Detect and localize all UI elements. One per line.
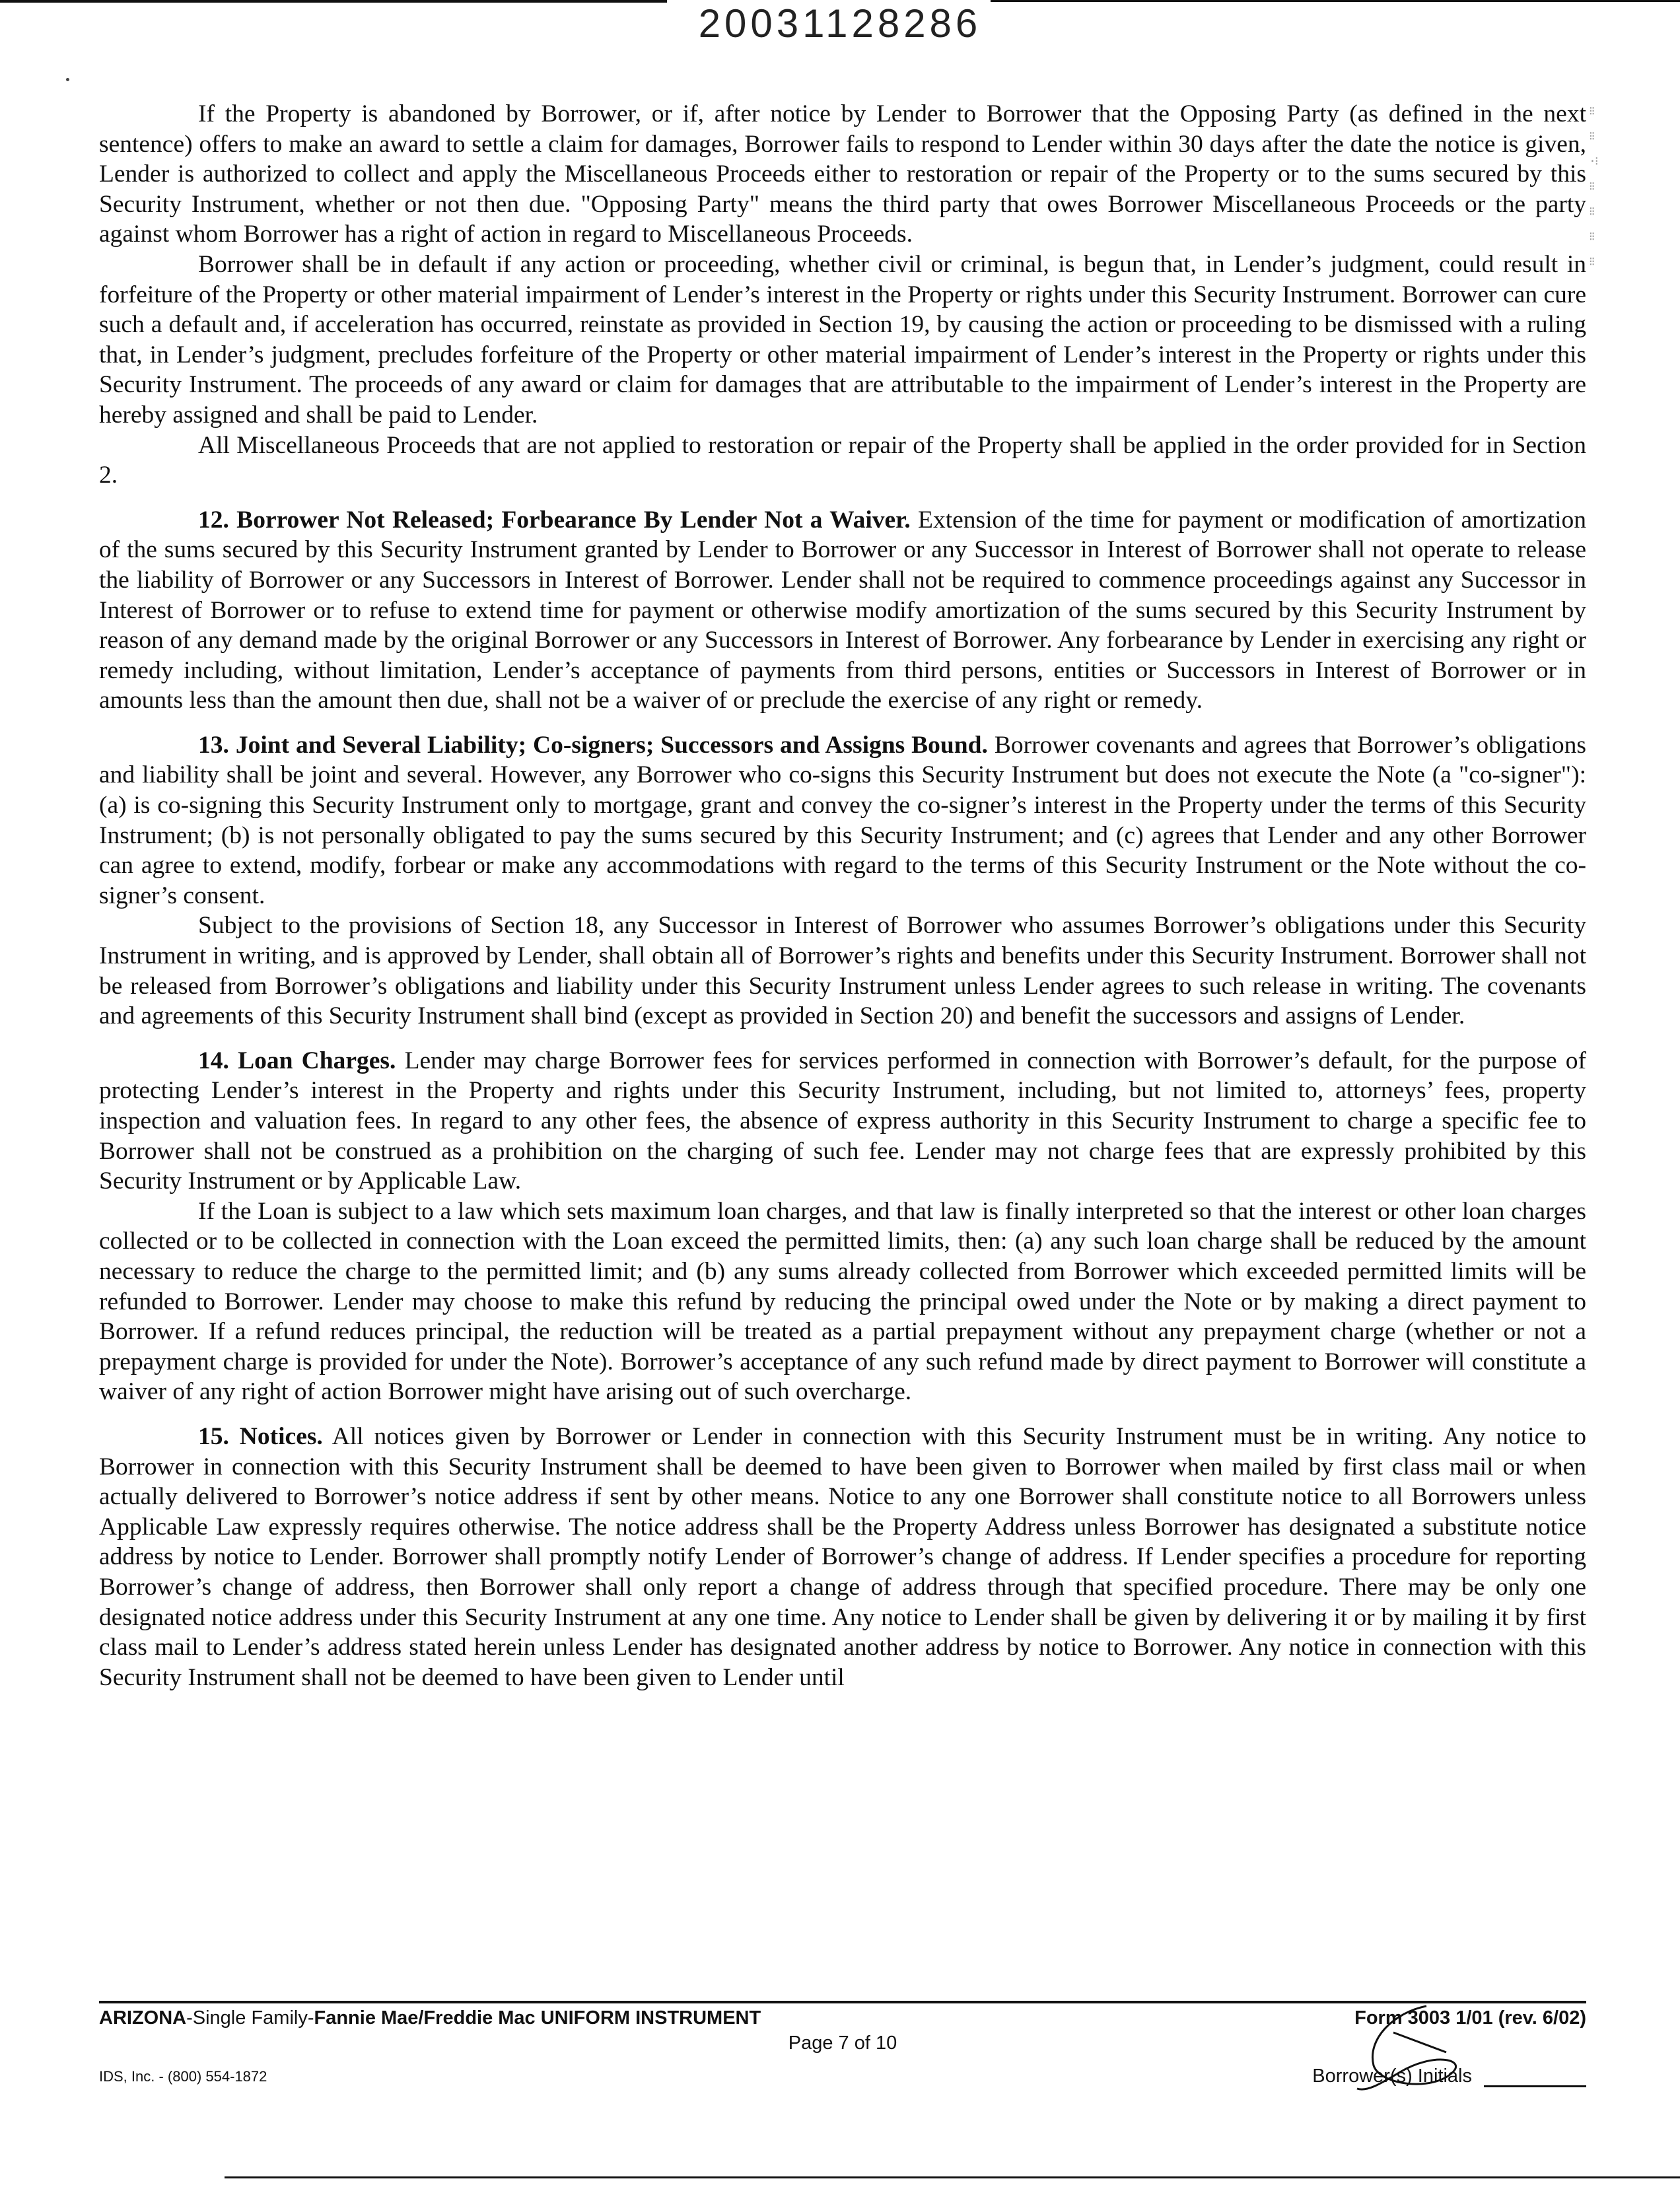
section-12 <box>99 505 1586 716</box>
section-15 <box>99 1422 1586 1692</box>
top-rule-right <box>991 0 1680 2</box>
bottom-rule <box>225 2176 1680 2178</box>
section-14 <box>99 1046 1586 1197</box>
paragraph-text: Borrower shall be in default if any action or proceeding, whether civil or criminal, is begun that, in Lender’s judgment, could result in forfeiture of the Property or other material impairment of Lender’s interest in the Property or rights under this Security Instrument. Borrower can cure such a default and, if acceleration has occurred, reinstate as provided in Section 19, by causing the action or proceeding to be dismissed with a ruling that, in Lender’s judgment, precludes forfeiture of the Property or other material impairment of Lender’s interest in the Property or rights under this Security Instrument. The proceeds of any award or claim for damages that are attributable to the impairment of Lender’s interest in the Property are hereby assigned and shall be paid to Lender. <box>99 250 1586 429</box>
instrument-name: Fannie Mae/Freddie Mac UNIFORM INSTRUMENT <box>314 2007 761 2029</box>
property-type: -Single Family- <box>186 2007 314 2029</box>
paragraph-text: All notices given by Borrower or Lender in connection with this Security Instrument must be in writing. Any notice to Borrower in connection with this Security Instrument shall be deemed to have been given to Borrower when mailed by first class mail or when actually delivered to Borrower’s notice address if sent by other means. Notice to any one Borrower shall constitute notice to all Borrowers unless Applicable Law expressly requires otherwise. The notice address shall be the Property Address unless Borrower has designated a substitute notice address by notice to Lender. Borrower shall promptly notify Lender of Borrower’s change of address. If Lender specifies a procedure for reporting Borrower’s change of address, then Borrower shall only report a change of address through that specified procedure. There may be only one designated notice address under this Security Instrument at any one time. Any notice to Lender shall be given by delivering it or by mailing it by first class mail to Lender’s address stated herein unless Lender has designated another address by notice to Borrower. Any notice in connection with this Security Instrument shall not be deemed to have been given to Lender until <box>99 1422 1586 1691</box>
initials-label: Borrower(s) Initials <box>1312 2066 1472 2087</box>
instrument-title <box>99 2007 761 2029</box>
state-label: ARIZONA <box>99 2007 187 2029</box>
document-body <box>99 99 1586 1692</box>
section-heading: 15. Notices. <box>198 1422 323 1450</box>
section-13 <box>99 730 1586 911</box>
paragraph-text: Lender may charge Borrower fees for services performed in connection with Borrower’s default, for the purpose of protecting Lender’s interest in the Property and rights under this Security Instrument, including, but not limited to, attorneys’ fees, property inspection and valuation fees. In regard to any other fees, the absence of express authority in this Security Instrument to charge a specific fee to Borrower shall not be construed as a prohibition on the charging of such fee. Lender may not charge fees that are expressly prohibited by this Security Instrument or by Applicable Law. <box>99 1047 1587 1195</box>
form-number: Form 3003 1/01 (rev. 6/02) <box>1354 2007 1586 2029</box>
section-heading: 13. Joint and Several Liability; Co-signers; Successors and Assigns Bound. <box>198 731 988 759</box>
scan-speck <box>66 78 69 81</box>
paragraph-text: Borrower covenants and agrees that Borrower’s obligations and liability shall be joint and several. However, any Borrower who co-signs this Security Instrument but does not execute the Note (a "co-signer"): (a) is co-signing this Security Instrument only to mortgage, grant and convey the co-signer’s interest in the Property under the terms of this Security Instrument; (b) is not personally obligated to pay the sums secured by this Security Instrument; and (c) agrees that Lender and any other Borrower can agree to extend, modify, forbear or make any accommodations with regard to the terms of this Security Instrument or the Note without the co-signer’s consent. <box>99 731 1586 909</box>
paragraph-text: All Miscellaneous Proceeds that are not applied to restoration or repair of the Property shall be applied in the order provided for in Section 2. <box>99 431 1586 489</box>
paragraph-maximum-loan-charges <box>99 1197 1586 1407</box>
initials-stroke <box>1357 2006 1456 2089</box>
paragraph-abandoned-property <box>99 99 1586 250</box>
paragraph-successor-in-interest <box>99 911 1586 1031</box>
form-vendor: IDS, Inc. - (800) 554-1872 <box>99 2068 267 2085</box>
paragraph-text: If the Property is abandoned by Borrower, or if, after notice by Lender to Borrower that the Opposing Party (as defined in the next sentence) offers to make an award to settle a claim for damages, Borrower fails to respond to Lender within 30 days after the date the notice is given, Lender is authorized to collect and apply the Miscellaneous Proceeds either to restoration or repair of the Property or to the sums secured by this Security Instrument, whether or not then due. "Opposing Party" means the third party that owes Borrower Miscellaneous Proceeds or the party against whom Borrower has a right of action in regard to Miscellaneous Proceeds. <box>99 100 1586 248</box>
recording-number: 20031128286 <box>698 1 982 46</box>
paragraph-default-proceeding <box>99 250 1586 431</box>
paragraph-text: If the Loan is subject to a law which sets maximum loan charges, and that law is finally interpreted so that the interest or other loan charges collected or to be collected in connection with the Loan exceed the permitted limits, then: (a) any such loan charge shall be reduced by the amount necessary to reduce the charge to the permitted limit; and (b) any sums already collected from Borrower which exceeded permitted limits will be refunded to Borrower. Lender may choose to make this refund by reducing the principal owed under the Note or by making a direct payment to Borrower. If a refund reduces principal, the reduction will be treated as a partial prepayment without any prepayment charge (whether or not a prepayment charge is provided for under the Note). Borrower’s acceptance of any such refund made by direct payment to Borrower will constitute a waiver of any right of action Borrower might have arising out of such overcharge. <box>99 1197 1586 1406</box>
handwritten-initials <box>1354 1993 1473 2097</box>
initials-blank-line <box>1484 2068 1586 2087</box>
section-heading: 14. Loan Charges. <box>198 1047 396 1074</box>
page-number: Page 7 of 10 <box>788 2032 897 2054</box>
paragraph-text: Subject to the provisions of Section 18, any Successor in Interest of Borrower who assumes Borrower’s obligations under this Security Instrument in writing, and is approved by Lender, shall obtain all of Borrower’s rights and benefits under this Security Instrument. Borrower shall not be released from Borrower’s obligations and liability under this Security Instrument unless Lender agrees to such release in writing. The covenants and agreements of this Security Instrument shall bind (except as provided in Section 20) and benefit the successors and assigns of Lender. <box>99 912 1586 1030</box>
margin-scan-artifacts: ⁝⁝ ⁝⁝ ·⁝ ⁝⁝ ⁝⁝ ⁝⁝ ⁝⁝ <box>1589 104 1597 269</box>
paragraph-text: Extension of the time for payment or modification of amortization of the sums secured by this Security Instrument granted by Lender to Borrower or any Successor in Interest of Borrower shall not operate to release the liability of Borrower or any Successors in Interest of Borrower. Lender shall not be required to commence proceedings against any Successor in Interest of Borrower or to refuse to extend time for payment or otherwise modify amortization of the sums secured by this Security Instrument by reason of any demand made by the original Borrower or any Successors in Interest of Borrower. Any forbearance by Lender in exercising any right or remedy including, without limitation, Lender’s acceptance of payments from third persons, entities or Successors in Interest of Borrower or in amounts less than the amount then due, shall not be a waiver of or preclude the exercise of any right or remedy. <box>99 506 1586 714</box>
paragraph-misc-proceeds <box>99 431 1586 491</box>
section-heading: 12. Borrower Not Released; Forbearance By Lender Not a Waiver. <box>198 506 911 534</box>
